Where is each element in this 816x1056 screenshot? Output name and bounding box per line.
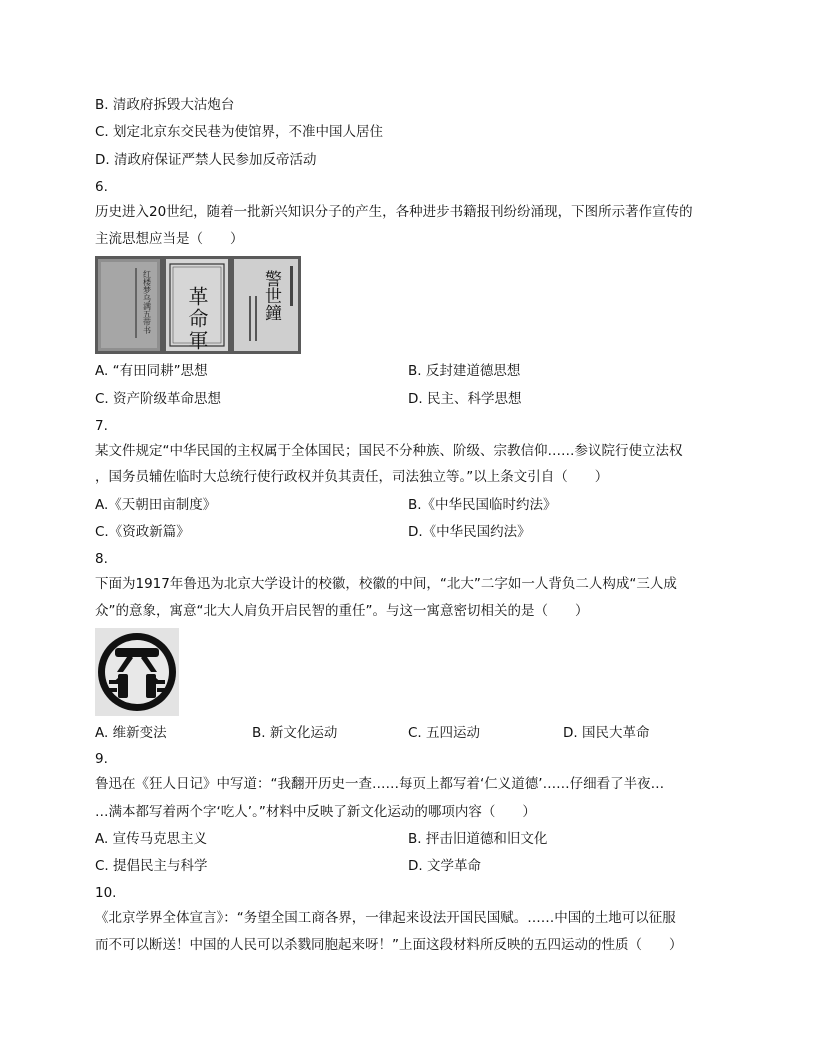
q10-number: 10. [95,885,117,901]
q9-option-d: D. 文学革命 [408,858,481,874]
q7-stem-line2: ，国务员辅佐临时大总统行使行政权并负其责任，司法独立等。”以上条文引自（ ） [95,469,609,485]
q9-option-b: B. 抨击旧道德和旧文化 [408,831,548,847]
q8-stem-line2: 众”的意象，寓意“北大人肩负开启民智的重任”。与这一寓意密切相关的是（ ） [95,603,589,619]
q7-number: 7. [95,418,108,434]
q6-option-c: C. 资产阶级革命思想 [95,391,222,407]
q6-option-b: B. 反封建道德思想 [408,363,521,379]
q8-stem-line1: 下面为1917年鲁迅为北京大学设计的校徽，校徽的中间，“北大”二字如一人背负二人构成“三人成 [95,576,677,592]
q6-number: 6. [95,179,108,195]
q8-option-d: D. 国民大革命 [563,725,650,741]
q8-option-a: A. 维新变法 [95,725,167,741]
q9-stem-line2: …满本都写着两个字‘吃人’。”材料中反映了新文化运动的哪项内容（ ） [95,804,536,820]
q7-stem-line1: 某文件规定“中华民国的主权属于全体国民；国民不分种族、阶级、宗教信仰……参议院行使立法权 [95,443,683,459]
q6-option-a: A. “有田同耕”思想 [95,363,208,379]
q6-stem-line1: 历史进入20世纪，随着一批新兴知识分子的产生，各种进步书籍报刊纷纷涌现，下图所示著作宣传的 [95,204,693,220]
q7-option-a: A.《天朝田亩制度》 [95,497,217,513]
q6-option-d: D. 民主、科学思想 [408,391,522,407]
book1-title: 红楼梦乌满五带书 [142,270,152,334]
q7-option-d: D.《中华民国约法》 [408,524,531,540]
q7-option-c: C.《资政新篇》 [95,524,190,540]
q5-option-d: D. 清政府保证严禁人民参加反帝活动 [95,152,317,168]
q9-option-a: A. 宣传马克思主义 [95,831,208,847]
q6-stem-line2: 主流思想应当是（ ） [95,231,244,247]
q5-option-c: C. 划定北京东交民巷为使馆界，不准中国人居住 [95,124,384,140]
book3-title: 警世鐘 [261,270,281,321]
q10-stem-line2: 而不可以断送！中国的人民可以杀戮同胞起来呀！”上面这段材料所反映的五四运动的性质（ ） [95,937,683,953]
q8-option-b: B. 新文化运动 [252,725,338,741]
q8-option-c: C. 五四运动 [408,725,481,741]
q8-number: 8. [95,551,108,567]
q9-stem-line1: 鲁迅在《狂人日记》中写道：“我翻开历史一查……每页上都写着‘仁义道德’……仔细看了半夜… [95,776,665,792]
peking-university-badge-image [95,628,179,716]
q7-option-b: B.《中华民国临时约法》 [408,497,557,513]
q5-option-b: B. 清政府拆毁大沽炮台 [95,97,235,113]
book2-title: 革命軍 [185,286,209,352]
q10-stem-line1: 《北京学界全体宣言》：“务望全国工商各界，一律起来设法开国民国赋。……中国的土地可以征服 [95,910,676,926]
q6-books-image [95,256,301,354]
q9-number: 9. [95,751,108,767]
q9-option-c: C. 提倡民主与科学 [95,858,208,874]
